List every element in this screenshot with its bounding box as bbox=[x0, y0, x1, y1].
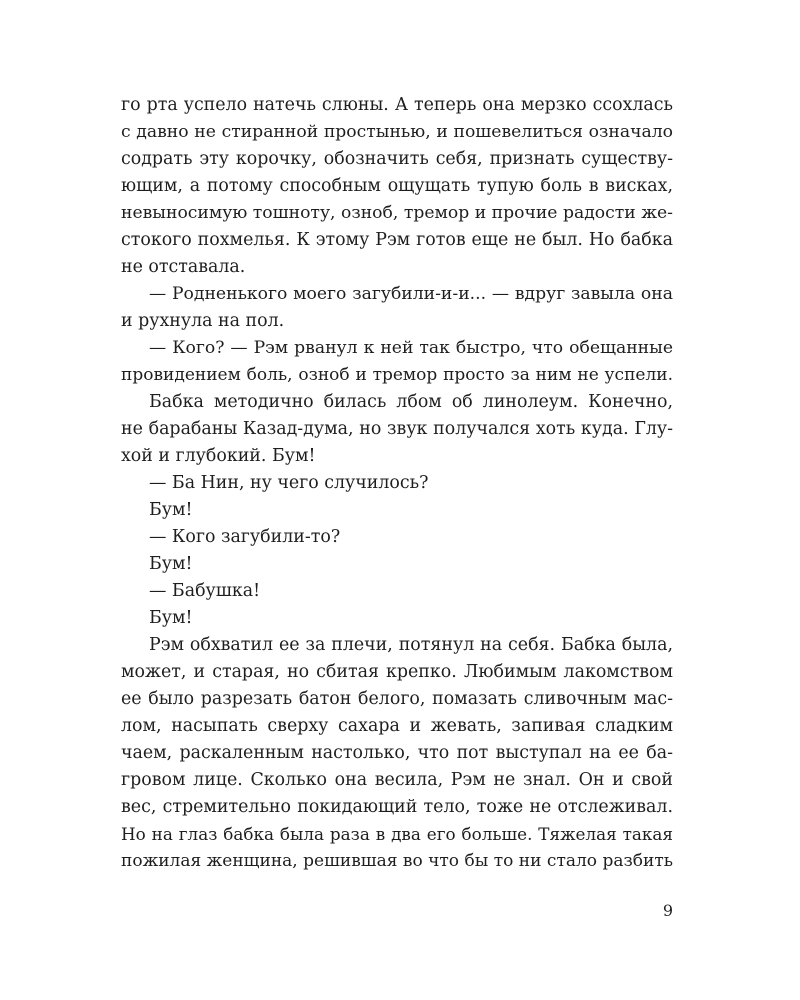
text-line: не барабаны Казад-дума, но звук получался хоть куда. Глу- bbox=[121, 419, 673, 439]
text-line: стокого похмелья. К этому Рэм готов еще не был. Но бабка bbox=[121, 230, 673, 250]
text-line: Но на глаз бабка была раза в два его больше. Тяжелая такая bbox=[121, 824, 673, 844]
text-line: хой и глубокий. Бум! bbox=[121, 446, 316, 466]
body-text bbox=[121, 92, 673, 875]
text-line: Бум! bbox=[149, 554, 193, 574]
text-line: — Кого? — Рэм рванул к ней так быстро, что обещанные bbox=[149, 338, 673, 358]
text-line: — Кого загубили-то? bbox=[149, 527, 341, 547]
text-line: го рта успело натечь слюны. А теперь она мерзко ссохлась bbox=[121, 95, 673, 115]
text-line: содрать эту корочку, обозначить себя, признать существу- bbox=[121, 149, 673, 169]
text-line: ющим, а потому способным ощущать тупую боль в висках, bbox=[121, 176, 673, 196]
text-line: Бабка методично билась лбом об линолеум. Конечно, bbox=[149, 392, 673, 412]
text-line: — Родненького моего загубили-и-и... — вдруг завыла она bbox=[149, 284, 673, 304]
text-line: вес, стремительно покидающий тело, тоже не отслеживал. bbox=[121, 797, 673, 817]
text-line: чаем, раскаленным настолько, что пот выступал на ее ба- bbox=[121, 743, 673, 763]
text-line: Бум! bbox=[149, 500, 193, 520]
text-line: Бум! bbox=[149, 608, 193, 628]
text-line: лом, насыпать сверху сахара и жевать, запивая сладким bbox=[121, 716, 673, 736]
text-line: невыносимую тошноту, озноб, тремор и прочие радости же- bbox=[121, 203, 673, 223]
text-line: не отставала. bbox=[121, 257, 246, 277]
text-line: ее было разрезать батон белого, помазать сливочным мас- bbox=[121, 689, 673, 709]
text-line: и рухнула на пол. bbox=[121, 311, 285, 331]
text-line: провидением боль, озноб и тремор просто за ним не успели. bbox=[121, 365, 673, 385]
text-line: может, и старая, но сбитая крепко. Любимым лакомством bbox=[121, 662, 673, 682]
text-line: — Бабушка! bbox=[149, 581, 261, 601]
text-line: с давно не стиранной простынью, и пошевелиться означало bbox=[121, 122, 673, 142]
text-line: пожилая женщина, решившая во что бы то ни стало разбить bbox=[121, 851, 673, 871]
text-line: — Ба Нин, ну чего случилось? bbox=[149, 473, 429, 493]
text-line: гровом лице. Сколько она весила, Рэм не знал. Он и свой bbox=[121, 770, 673, 790]
page-number: 9 bbox=[662, 901, 673, 920]
text-line: Рэм обхватил ее за плечи, потянул на себя. Бабка была, bbox=[149, 635, 673, 655]
